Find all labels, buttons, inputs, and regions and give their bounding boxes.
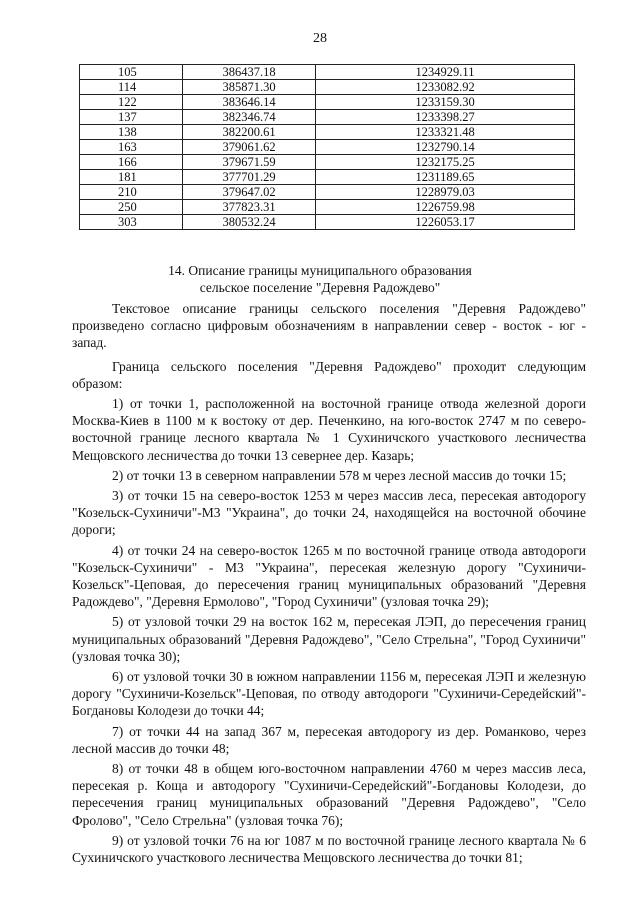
- route-step-4: 4) от точки 24 на северо-восток 1265 м по восточной границе отвода автодороги "Козельск-Сухиничи" - М3 "Украина", пересекая железную дорогу "Сухиничи-Козельск"-Цеповая, до пересечения границ муниципальных образований "Деревня Радождево", "Деревня Ермолово", "Город Сухиничи" (узловая точка 29);: [72, 542, 586, 610]
- x-coordinate-cell: 382346.74: [183, 110, 316, 125]
- point-number-cell: 166: [80, 155, 183, 170]
- coordinates-table: [79, 64, 575, 230]
- page-number: 28: [313, 31, 327, 46]
- x-coordinate-cell: 379647.02: [183, 185, 316, 200]
- x-coordinate-cell: 380532.24: [183, 215, 316, 230]
- y-coordinate-cell: 1233082.92: [316, 80, 575, 95]
- table-row: [80, 155, 575, 170]
- table-row: [80, 185, 575, 200]
- x-coordinate-cell: 377701.29: [183, 170, 316, 185]
- section-heading-line-2: сельское поселение "Деревня Радождево": [199, 280, 441, 295]
- y-coordinate-cell: 1232175.25: [316, 155, 575, 170]
- x-coordinate-cell: 379061.62: [183, 140, 316, 155]
- route-step-7: 7) от точки 44 на запад 367 м, пересекая автодорогу из дер. Романково, через лесной массив до точки 48;: [72, 723, 586, 756]
- route-step-8: 8) от точки 48 в общем юго-восточном направлении 4760 м через массив леса, пересекая р. Коща и автодорогу "Сухиничи-Середейский"-Богдановы Колодези, до пересечения границ муниципальных образований "Деревня Радождево", "Село Фролово", "Село Стрельна" (узловая точка 76);: [72, 761, 586, 828]
- x-coordinate-cell: 377823.31: [183, 200, 316, 215]
- y-coordinate-cell: 1226053.17: [316, 215, 575, 230]
- table-row: [80, 140, 575, 155]
- point-number-cell: 181: [80, 170, 183, 185]
- table-row: [80, 125, 575, 140]
- y-coordinate-cell: 1234929.11: [316, 65, 575, 80]
- point-number-cell: 303: [80, 215, 183, 230]
- x-coordinate-cell: 383646.14: [183, 95, 316, 110]
- x-coordinate-cell: 382200.61: [183, 125, 316, 140]
- table-row: [80, 215, 575, 230]
- point-number-cell: 114: [80, 80, 183, 95]
- route-step-6: 6) от узловой точки 30 в южном направлении 1156 м, пересекая ЛЭП и железную дорогу "Сухиничи-Козельск"-Цеповая, по отводу автодороги "Сухиничи-Середейский"-Богдановы Колодези до точки 44;: [72, 669, 586, 719]
- y-coordinate-cell: 1233398.27: [316, 110, 575, 125]
- route-step-5: 5) от узловой точки 29 на восток 162 м, пересекая ЛЭП, до пересечения границ муниципальных образований "Деревня Радождево", "Село Стрельна", "Город Сухиничи" (узловая точка 30);: [72, 614, 586, 664]
- x-coordinate-cell: 385871.30: [183, 80, 316, 95]
- point-number-cell: 163: [80, 140, 183, 155]
- route-intro-paragraph: Граница сельского поселения "Деревня Радождево" проходит следующим образом:: [72, 358, 586, 391]
- table-row: [80, 200, 575, 215]
- y-coordinate-cell: 1228979.03: [316, 185, 575, 200]
- point-number-cell: 138: [80, 125, 183, 140]
- point-number-cell: 137: [80, 110, 183, 125]
- point-number-cell: 105: [80, 65, 183, 80]
- y-coordinate-cell: 1233159.30: [316, 95, 575, 110]
- table-row: [80, 65, 575, 80]
- x-coordinate-cell: 379671.59: [183, 155, 316, 170]
- intro-paragraph: Текстовое описание границы сельского поселения "Деревня Радождево" произведено согласно цифровым обозначениям в направлении север - восток - юг - запад.: [72, 301, 586, 351]
- route-step-3: 3) от точки 15 на северо-восток 1253 м через массив леса, пересекая автодорогу "Козельск-Сухиничи"-М3 "Украина", до точки 24, находящейся на восточной обочине дороги;: [72, 488, 586, 538]
- point-number-cell: 250: [80, 200, 183, 215]
- point-number-cell: 210: [80, 185, 183, 200]
- route-step-1: 1) от точки 1, расположенной на восточной границе отвода железной дороги Москва-Киев в 1100 м к востоку от дер. Печенкино, на юго-восток 2747 м по северо-восточной границе лесного квартала № 1 Сухиничского участкового лесничества Мещовского лесничества до точки 13 севернее дер. Казарь;: [72, 396, 586, 463]
- y-coordinate-cell: 1231189.65: [316, 170, 575, 185]
- table-row: [80, 110, 575, 125]
- table-row: [80, 95, 575, 110]
- y-coordinate-cell: 1232790.14: [316, 140, 575, 155]
- x-coordinate-cell: 386437.18: [183, 65, 316, 80]
- y-coordinate-cell: 1226759.98: [316, 200, 575, 215]
- boundary-description: [72, 300, 586, 869]
- route-step-9: 9) от узловой точки 76 на юг 1087 м по восточной границе лесного квартала № 6 Сухиничского участкового лесничества Мещовского лесничества до точки 81;: [72, 832, 586, 866]
- table-row: [80, 170, 575, 185]
- table-row: [80, 80, 575, 95]
- point-number-cell: 122: [80, 95, 183, 110]
- y-coordinate-cell: 1233321.48: [316, 125, 575, 140]
- section-heading-line-1: 14. Описание границы муниципального образования: [168, 263, 472, 278]
- section-heading: [0, 262, 640, 296]
- route-step-2: 2) от точки 13 в северном направлении 578 м через лесной массив до точки 15;: [112, 467, 567, 483]
